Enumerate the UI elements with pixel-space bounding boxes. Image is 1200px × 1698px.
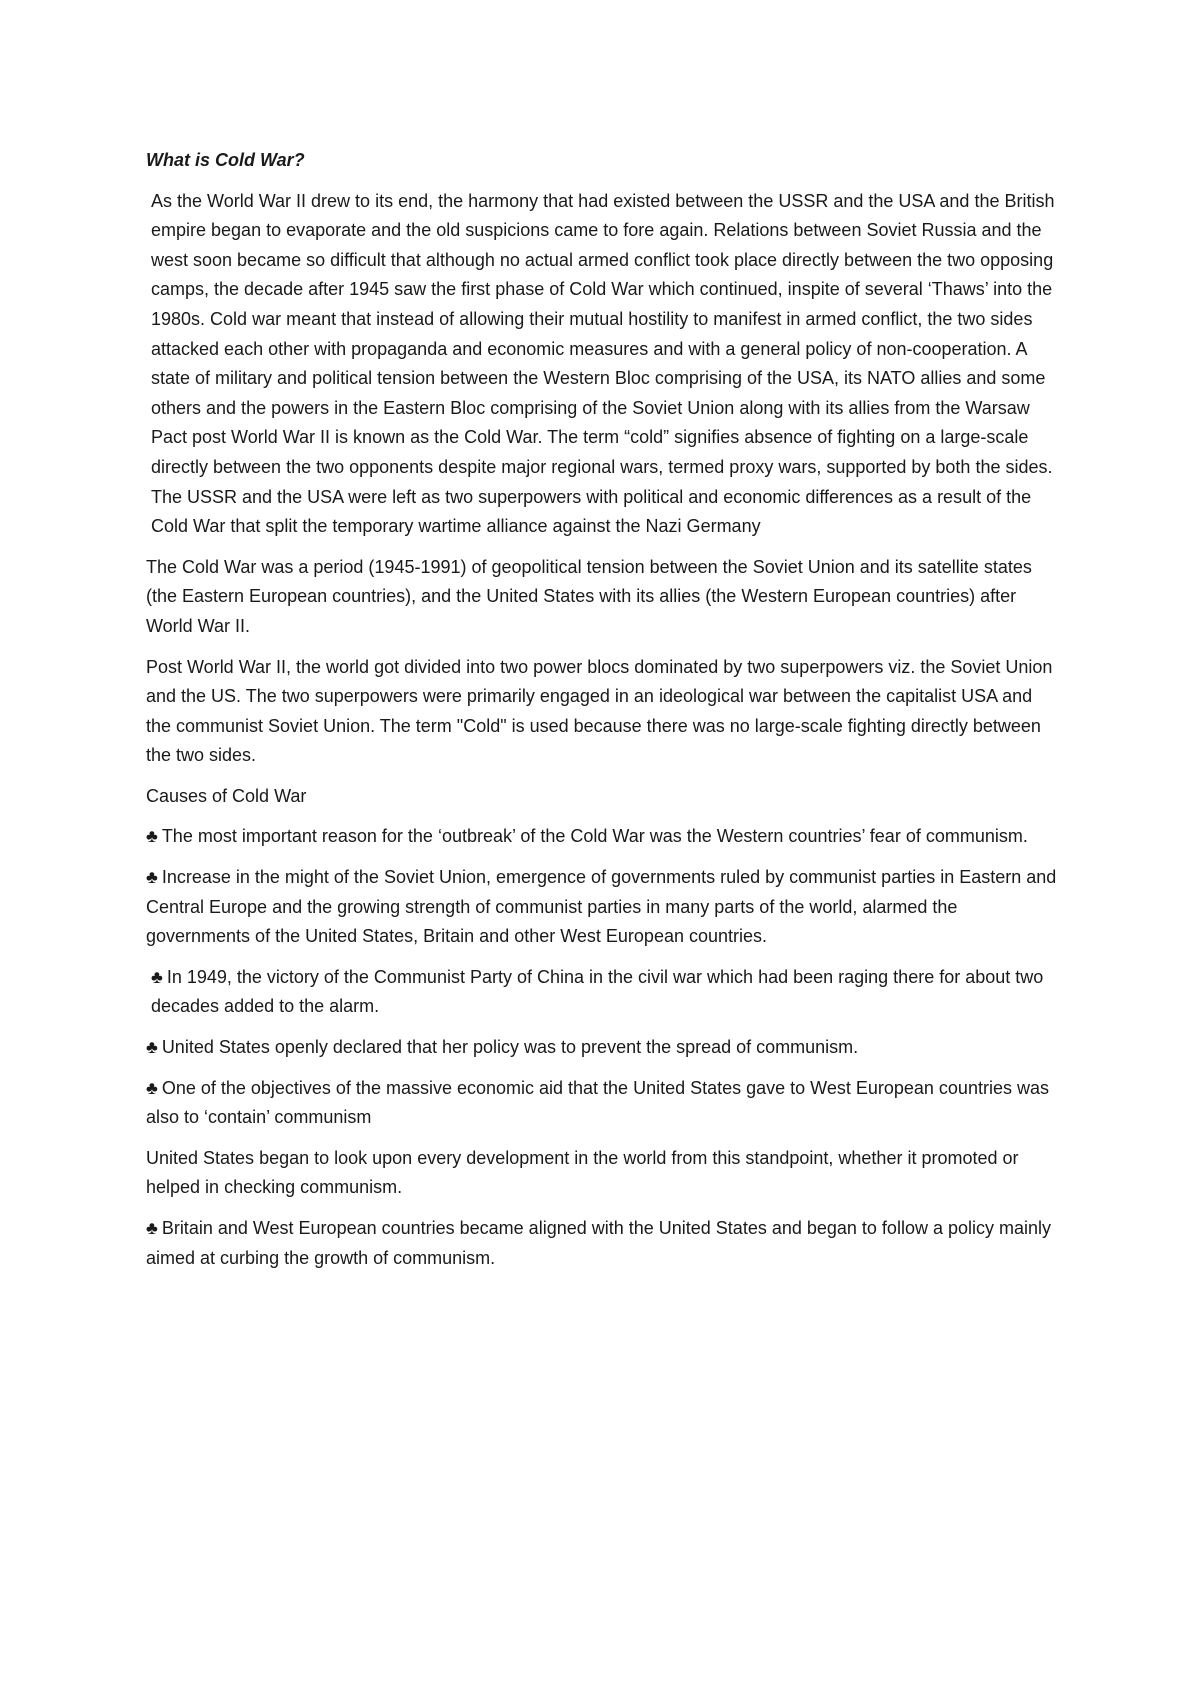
club-bullet-icon: ♣: [146, 1077, 158, 1098]
intro-paragraph: As the World War II drew to its end, the harmony that had existed between the USSR and the USA and the British empire began to evaporate and the old suspicions came to fore again. Relations between Soviet Russia and the west soon became so difficult that although no actual armed conflict took place directly between the two opposing camps, the decade after 1945 saw the first phase of Cold War which continued, inspite of several ‘Thaws’ into the 1980s. Cold war meant that instead of allowing their mutual hostility to manifest in armed conflict, the two sides attacked each other with propaganda and economic measures and with a general policy of non-cooperation. A state of military and political tension between the Western Bloc comprising of the USA, its NATO allies and some others and the powers in the Eastern Bloc comprising of the Soviet Union along with its allies from the Warsaw Pact post World War II is known as the Cold War. The term “cold” signifies absence of fighting on a large-scale directly between the two opponents despite major regional wars, termed proxy wars, supported by both the sides. The USSR and the USA were left as two superpowers with political and economic differences as a result of the Cold War that split the temporary wartime alliance against the Nazi Germany: [151, 190, 1055, 537]
document-title: What is Cold War?: [146, 150, 305, 170]
club-bullet-icon: ♣: [146, 867, 158, 888]
bullet-text: In 1949, the victory of the Communist Party of China in the civil war which had been raging there for about two decades added to the alarm.: [151, 966, 1044, 1017]
bullet-item: [146, 1074, 1062, 1133]
club-bullet-icon: ♣: [146, 1037, 158, 1058]
bullet-text: Increase in the might of the Soviet Union, emergence of governments ruled by communist parties in Eastern and Central Europe and the growing strength of communist parties in many parts of the world, alarmed the governments of the United States, Britain and other West European countries.: [146, 867, 1057, 947]
club-bullet-icon: ♣: [146, 826, 158, 847]
document-body: [146, 146, 1062, 1284]
bullet-text: Britain and West European countries became aligned with the United States and began to follow a policy mainly aimed at curbing the growth of communism.: [146, 1218, 1052, 1268]
bullet-item: [146, 863, 1062, 952]
causes-heading: Causes of Cold War: [146, 785, 307, 806]
bullet-text: The most important reason for the ‘outbreak’ of the Cold War was the Western countries’ fear of communism.: [161, 826, 1028, 847]
period-paragraph: The Cold War was a period (1945-1991) of geopolitical tension between the Soviet Union and its satellite states (the Eastern European countries), and the United States with its allies (the Western European countries) after World War II.: [146, 556, 1032, 636]
standpoint-paragraph: United States began to look upon every development in the world from this standpoint, whether it promoted or helped in checking communism.: [146, 1147, 1019, 1198]
club-bullet-icon: ♣: [151, 966, 163, 987]
power-blocs-paragraph: Post World War II, the world got divided into two power blocs dominated by two superpowers viz. the Soviet Union and the US. The two superpowers were primarily engaged in an ideological war between the capitalist USA and the communist Soviet Union. The term "Cold" is used because there was no large-scale fighting directly between the two sides.: [146, 656, 1053, 766]
club-bullet-icon: ♣: [146, 1218, 158, 1238]
bullet-item: [146, 1033, 1062, 1063]
bullet-item: [146, 963, 1062, 1022]
bullet-text: United States openly declared that her policy was to prevent the spread of communism.: [161, 1037, 859, 1058]
bullet-item: [146, 1214, 1062, 1273]
bullet-text: One of the objectives of the massive economic aid that the United States gave to West European countries was also to ‘contain’ communism: [146, 1077, 1049, 1128]
bullet-item: [146, 822, 1062, 852]
